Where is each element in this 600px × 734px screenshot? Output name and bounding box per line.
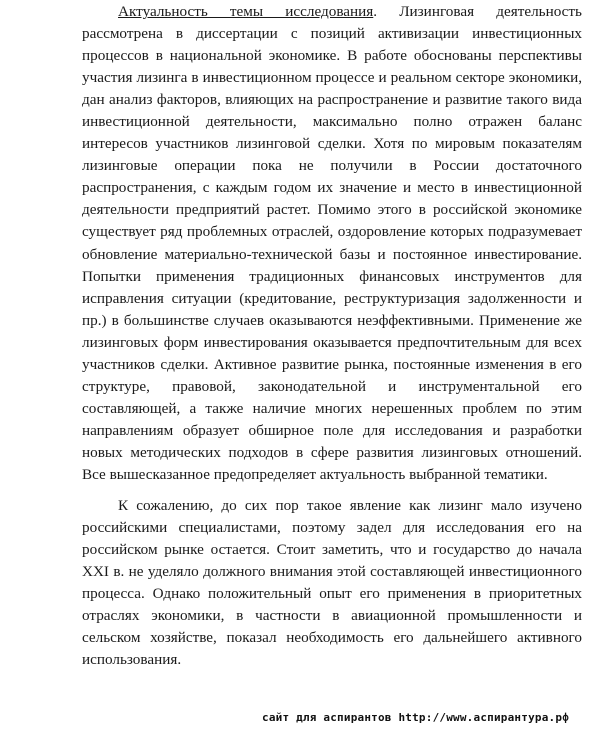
section-heading: Актуальность темы исследования — [118, 3, 374, 20]
document-page — [82, 0, 582, 671]
paragraph-relevance-text: . Лизинговая деятельность рассмотрена в диссертации с позиций активизации инвестиционных процессов в национальной экономике. В работе обоснованы перспективы участия лизинга в инвестиционном процессе и реальном секторе экономики, дан анализ факторов, влияющих на распространение и развитие такого вида инвестиционной деятельности, максимально полно отражен баланс интересов участников лизинговой сделки. Хотя по мировым показателям лизинговые операции пока не получили в России достаточного распространения, с каждым годом их значение и место в инвестиционной деятельности предприятий растет. Помимо этого в российской экономике существует ряд проблемных отраслей, оздоровление которых подразумевает обновление материально-технической базы и постоянное инвестирование. Попытки применения традиционных финансовых инструментов для исправления ситуации (кредитование, реструктуризация задолженности и пр.) в большинстве случаев оказываются неэффективными. Применение же лизинговых форм инвестирования оказывается предпочтительным для всех участников сделки. Активное развитие рынка, постоянные изменения в его структуре, правовой, законодательной и инструментальной его составляющей, а также наличие многих нерешенных проблем по этим направлениям образует обширное поле для исследования и разработки новых методических подходов в сфере развития лизинговых отношений. Все вышесказанное предопределяет актуальность выбранной тематики. — [82, 3, 582, 483]
paragraph-study-gap: К сожалению, до сих пор такое явление как лизинг мало изучено российскими специалистами, поэтому задел для исследования его на российском рынке остается. Стоит заметить, что и государство до начала XXI в. не уделяло должного внимания этой составляющей инвестиционного процесса. Однако положительный опыт его применения в приоритетных отраслях экономики, в частности в авиационной промышленности и сельском хозяйстве, показал необходимость его дальнейшего активного использования. — [82, 497, 582, 669]
site-watermark-footer: сайт для аспирантов http://www.аспирантура.рф — [262, 711, 570, 724]
paragraph-relevance — [82, 0, 582, 486]
